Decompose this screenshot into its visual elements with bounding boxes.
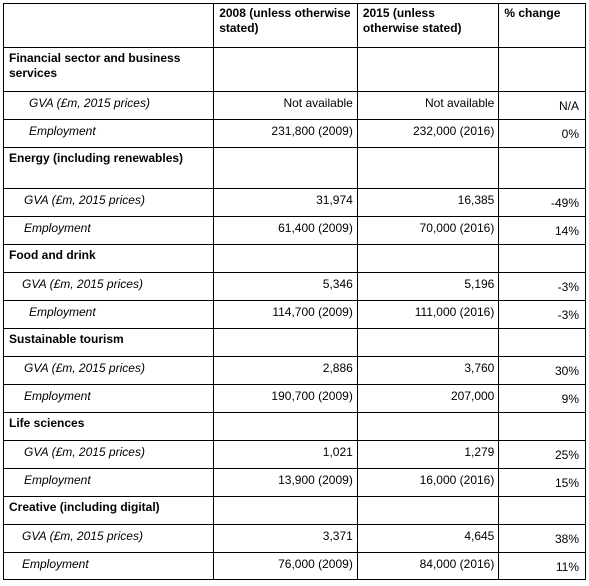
gva-2008-value: 31,974 [214, 189, 358, 217]
gva-row [4, 92, 586, 120]
gva-label: GVA (£m, 2015 prices) [4, 441, 214, 469]
section-title: Financial sector and business services [4, 48, 214, 92]
gva-2008-value: 3,371 [214, 525, 358, 553]
employment-label: Employment [4, 385, 214, 413]
gva-2008-value: 2,886 [214, 357, 358, 385]
employment-row [4, 469, 586, 497]
employment-label: Employment [4, 217, 214, 245]
gva-label: GVA (£m, 2015 prices) [4, 357, 214, 385]
header-cell-change: % change [499, 4, 586, 48]
section-row [4, 148, 586, 189]
gva-row [4, 357, 586, 385]
employment-2015-value: 70,000 (2016) [357, 217, 499, 245]
employment-2008-value: 61,400 (2009) [214, 217, 358, 245]
employment-2015-value: 232,000 (2016) [357, 120, 499, 148]
gva-change-value: 25% [499, 441, 586, 469]
gva-label: GVA (£m, 2015 prices) [4, 273, 214, 301]
gva-label: GVA (£m, 2015 prices) [4, 189, 214, 217]
employment-change-value: 9% [499, 385, 586, 413]
gva-change-value: -3% [499, 273, 586, 301]
employment-2008-value: 114,700 (2009) [214, 301, 358, 329]
section-title: Creative (including digital) [4, 497, 214, 525]
gva-row [4, 525, 586, 553]
header-row [4, 4, 586, 48]
employment-change-value: -3% [499, 301, 586, 329]
employment-row [4, 385, 586, 413]
employment-2008-value: 13,900 (2009) [214, 469, 358, 497]
gva-2015-value: 4,645 [357, 525, 499, 553]
employment-2008-value: 190,700 (2009) [214, 385, 358, 413]
header-cell-2015: 2015 (unless otherwise stated) [357, 4, 499, 48]
employment-row [4, 553, 586, 580]
employment-row [4, 217, 586, 245]
gva-change-value: N/A [499, 92, 586, 120]
header-cell-blank [4, 4, 214, 48]
gva-2015-value: 3,760 [357, 357, 499, 385]
sector-statistics-table [3, 3, 586, 580]
employment-2015-value: 16,000 (2016) [357, 469, 499, 497]
gva-2008-value: 1,021 [214, 441, 358, 469]
employment-2015-value: 84,000 (2016) [357, 553, 499, 580]
employment-change-value: 0% [499, 120, 586, 148]
gva-2008-value: 5,346 [214, 273, 358, 301]
gva-2015-value: 5,196 [357, 273, 499, 301]
gva-label: GVA (£m, 2015 prices) [4, 525, 214, 553]
section-row [4, 245, 586, 273]
employment-row [4, 120, 586, 148]
header-cell-2008: 2008 (unless otherwise stated) [214, 4, 358, 48]
employment-row [4, 301, 586, 329]
employment-label: Employment [4, 553, 214, 580]
gva-2015-value: 16,385 [357, 189, 499, 217]
gva-row [4, 441, 586, 469]
employment-change-value: 14% [499, 217, 586, 245]
gva-row [4, 189, 586, 217]
employment-2008-value: 231,800 (2009) [214, 120, 358, 148]
section-title: Sustainable tourism [4, 329, 214, 357]
gva-2008-value: Not available [214, 92, 358, 120]
employment-change-value: 11% [499, 553, 586, 580]
gva-2015-value: Not available [357, 92, 499, 120]
gva-label: GVA (£m, 2015 prices) [4, 92, 214, 120]
gva-change-value: -49% [499, 189, 586, 217]
gva-row [4, 273, 586, 301]
gva-change-value: 38% [499, 525, 586, 553]
section-title: Life sciences [4, 413, 214, 441]
employment-change-value: 15% [499, 469, 586, 497]
employment-2015-value: 207,000 [357, 385, 499, 413]
section-title: Energy (including renewables) [4, 148, 214, 189]
section-row [4, 48, 586, 92]
section-row [4, 497, 586, 525]
employment-label: Employment [4, 301, 214, 329]
employment-label: Employment [4, 469, 214, 497]
employment-2015-value: 111,000 (2016) [357, 301, 499, 329]
employment-label: Employment [4, 120, 214, 148]
section-row [4, 413, 586, 441]
gva-2015-value: 1,279 [357, 441, 499, 469]
gva-change-value: 30% [499, 357, 586, 385]
section-title: Food and drink [4, 245, 214, 273]
employment-2008-value: 76,000 (2009) [214, 553, 358, 580]
section-row [4, 329, 586, 357]
